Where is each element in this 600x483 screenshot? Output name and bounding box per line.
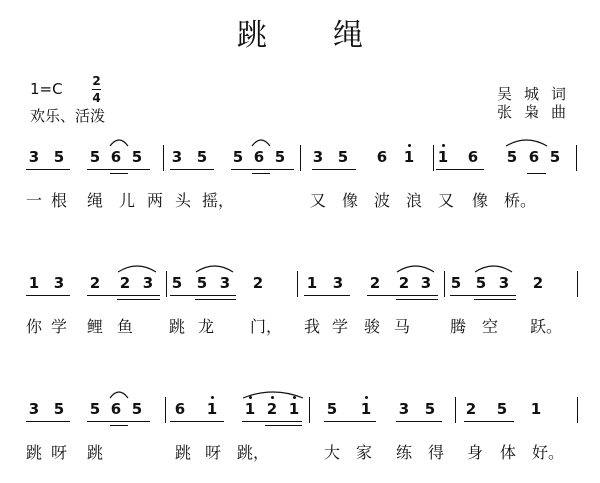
slur [110,389,128,399]
slur [118,263,156,273]
note: 1 [244,400,256,418]
note: 2 [119,274,131,292]
sixteenth-underline [474,299,516,300]
eighth-underline [312,169,356,170]
note: 3 [332,274,344,292]
eighth-underline [396,421,442,422]
meter-bottom: 4 [92,91,101,105]
lyric-syllable: 桥。 [504,191,537,210]
note: 3 [420,274,432,292]
note: 5 [53,400,65,418]
lyric-syllable: 头 [174,191,191,210]
note: 2 [532,274,544,292]
eighth-underline [170,295,236,296]
lyric-syllable: 空 [481,317,498,336]
eighth-underline [170,169,214,170]
eighth-underline [87,169,150,170]
lyric-syllable: 跃。 [530,317,563,336]
note: 6 [376,148,388,166]
slur [243,389,303,399]
bar-line [576,145,577,171]
lyric-syllable: 又 [309,191,326,210]
lyric-syllable: 学 [50,317,67,336]
eighth-underline [436,169,484,170]
note: 1 [437,148,449,166]
eighth-underline [242,421,302,422]
bar-line [163,145,164,171]
high-octave-dot [442,144,445,147]
lyric-syllable: 腾 [449,317,466,336]
eighth-underline [26,169,70,170]
sixteenth-underline [117,299,160,300]
lyric-syllable: 又 [437,191,454,210]
note: 6 [253,148,265,166]
lyric-syllable: 儿 [118,191,135,210]
note: 1 [28,274,40,292]
note: 1 [360,400,372,418]
lyric-syllable: 根 [50,191,67,210]
eighth-underline [450,295,516,296]
eighth-underline [87,421,150,422]
note: 1 [403,148,415,166]
note: 5 [274,148,286,166]
note: 2 [252,274,264,292]
bar-line [309,397,310,423]
lyric-syllable: 门， [250,317,283,336]
lyric-syllable: 跳 [25,443,42,462]
note: 3 [142,274,154,292]
eighth-underline [304,295,350,296]
sixteenth-underline [110,425,128,426]
note: 5 [53,148,65,166]
sixteenth-underline [265,425,302,426]
lyric-syllable: 家 [355,443,372,462]
note: 5 [232,148,244,166]
lyric-syllable: 马 [393,317,410,336]
note: 2 [465,400,477,418]
note: 5 [450,274,462,292]
slur [475,263,512,273]
bar-line [433,145,434,171]
note: 2 [266,400,278,418]
note: 3 [219,274,231,292]
note: 5 [549,148,561,166]
high-octave-dot [365,396,368,399]
lyric-syllable: 鱼 [116,317,133,336]
lyricist-credit: 吴城词 [496,85,578,103]
lyric-syllable: 浪 [405,191,422,210]
note: 2 [369,274,381,292]
lyric-syllable: 跳 [86,443,103,462]
bar-line [577,271,578,297]
lyric-syllable: 得 [427,443,444,462]
sixteenth-underline [396,299,438,300]
meter-top: 2 [92,74,101,88]
eighth-underline [26,421,70,422]
note: 6 [467,148,479,166]
note: 5 [131,400,143,418]
eighth-underline [87,295,160,296]
note: 6 [110,148,122,166]
note: 1 [306,274,318,292]
eighth-underline [324,421,376,422]
lyric-syllable: 呀 [204,443,221,462]
lyric-syllable: 跳 [168,317,185,336]
note: 5 [171,274,183,292]
high-octave-dot [211,396,214,399]
note: 5 [337,148,349,166]
note: 3 [398,400,410,418]
bar-line [297,271,298,297]
key-signature: 1=C [30,80,63,98]
note: 3 [312,148,324,166]
time-signature [92,74,101,105]
bar-line [577,397,578,423]
composer-credit: 张枭曲 [496,103,578,121]
slur [397,263,434,273]
note: 5 [131,148,143,166]
sixteenth-underline [195,299,236,300]
eighth-underline [231,169,294,170]
note: 3 [498,274,510,292]
bar-line [444,271,445,297]
note: 5 [196,274,208,292]
lyric-syllable: 鲤 [86,317,103,336]
eighth-underline [170,421,224,422]
lyric-syllable: 我 [303,317,320,336]
note: 6 [110,400,122,418]
lyric-syllable: 跳， [237,443,270,462]
note: 5 [89,148,101,166]
note: 2 [398,274,410,292]
eighth-underline [464,421,514,422]
slur [110,137,128,147]
bar-line [166,271,167,297]
lyric-syllable: 好。 [532,443,565,462]
lyric-syllable: 波 [373,191,390,210]
slur [252,137,270,147]
bar-line [165,397,166,423]
lyric-syllable: 学 [331,317,348,336]
eighth-underline [26,295,70,296]
note: 5 [496,400,508,418]
note: 1 [530,400,542,418]
note: 5 [196,148,208,166]
note: 5 [424,400,436,418]
lyric-syllable: 摇， [202,191,235,210]
lyric-syllable: 大 [323,443,340,462]
note: 1 [206,400,218,418]
lyric-syllable: 像 [471,191,488,210]
note: 3 [28,148,40,166]
lyric-syllable: 身 [466,443,483,462]
slur [506,137,547,147]
lyric-syllable: 体 [499,443,516,462]
note: 2 [89,274,101,292]
lyric-syllable: 骏 [363,317,380,336]
note: 3 [53,274,65,292]
lyric-syllable: 呀 [50,443,67,462]
lyric-syllable: 跳 [174,443,191,462]
note: 3 [171,148,183,166]
eighth-underline [367,295,438,296]
song-title: 跳绳 [237,18,429,53]
note: 1 [288,400,300,418]
sixteenth-underline [527,173,546,174]
lyric-syllable: 练 [395,443,412,462]
sixteenth-underline [252,173,270,174]
high-octave-dot [408,144,411,147]
note: 3 [28,400,40,418]
note: 5 [89,400,101,418]
slur [196,263,233,273]
bar-line [455,397,456,423]
tempo-marking: 欢乐、活泼 [30,107,106,125]
note: 5 [506,148,518,166]
lyric-syllable: 龙 [197,317,214,336]
note: 6 [174,400,186,418]
note: 6 [528,148,540,166]
note: 5 [326,400,338,418]
sixteenth-underline [110,173,128,174]
lyric-syllable: 你 [25,317,42,336]
lyric-syllable: 两 [146,191,163,210]
bar-line [300,145,301,171]
note: 5 [475,274,487,292]
lyric-syllable: 像 [341,191,358,210]
lyric-syllable: 绳 [86,191,103,210]
lyric-syllable: 一 [25,191,42,210]
